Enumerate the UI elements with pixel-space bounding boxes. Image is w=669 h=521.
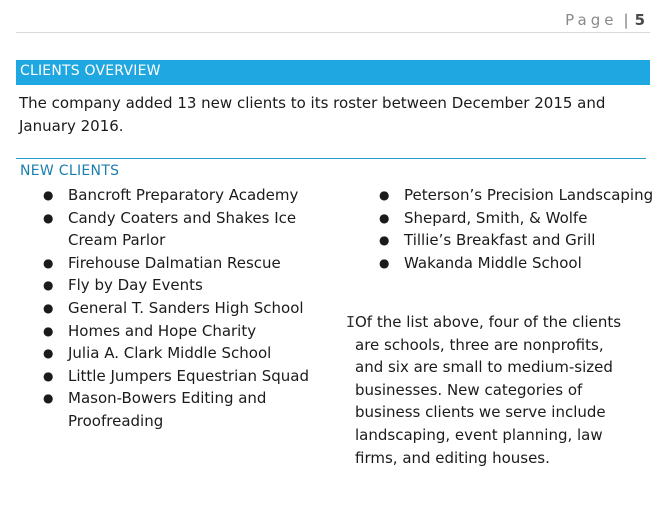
page-label: Page — [565, 11, 618, 29]
client-name: Homes and Hope Charity — [68, 321, 257, 340]
client-name: Candy Coaters and Shakes Ice Cream Parlor — [68, 208, 297, 250]
bullet-icon: ● — [43, 188, 54, 202]
client-name: Little Jumpers Equestrian Squad — [68, 366, 309, 385]
bullet-icon: ● — [43, 391, 54, 406]
bullet-icon: ● — [379, 233, 390, 248]
list-item[interactable] — [374, 252, 654, 275]
list-item[interactable] — [38, 320, 328, 343]
bullet-icon: ● — [43, 368, 54, 383]
list-item[interactable] — [38, 387, 328, 432]
client-list-right — [374, 184, 654, 274]
list-item[interactable] — [38, 365, 328, 388]
header-divider — [16, 32, 650, 33]
bullet-icon: ● — [43, 210, 54, 225]
client-name: Firehouse Dalmatian Rescue — [68, 253, 281, 272]
bullet-icon: ● — [43, 323, 54, 338]
bullet-icon: ● — [43, 346, 54, 361]
bullet-icon: ● — [43, 278, 54, 293]
intro-paragraph[interactable]: The company added 13 new clients to its roster between December 2015 and January 2016. — [19, 94, 606, 135]
client-name: Julia A. Clark Middle School — [68, 344, 272, 363]
text-cursor-icon: I — [346, 313, 356, 331]
list-item[interactable] — [38, 274, 328, 297]
client-name: General T. Sanders High School — [68, 298, 304, 317]
client-name: Mason-Bowers Editing and Proofreading — [68, 389, 267, 430]
list-item[interactable] — [374, 229, 654, 252]
subheading-divider — [16, 158, 646, 159]
client-name: Wakanda Middle School — [404, 253, 582, 272]
bullet-icon: ● — [379, 188, 390, 202]
bullet-icon: ● — [379, 255, 390, 270]
list-item[interactable] — [38, 184, 328, 207]
list-item[interactable] — [374, 184, 654, 207]
list-item[interactable] — [38, 342, 328, 365]
client-list-left — [38, 184, 328, 433]
client-name: Bancroft Preparatory Academy — [68, 186, 299, 204]
list-item[interactable] — [38, 207, 328, 252]
client-name: Tillie’s Breakfast and Grill — [404, 231, 596, 250]
bullet-icon: ● — [379, 210, 390, 225]
bullet-icon: ● — [43, 255, 54, 270]
subheading[interactable]: NEW CLIENTS — [20, 163, 120, 179]
list-item[interactable] — [374, 207, 654, 230]
page-number: 5 — [634, 11, 645, 29]
client-name: Fly by Day Events — [68, 276, 203, 295]
client-name: Peterson’s Precision Landscaping — [404, 186, 654, 204]
client-name: Shepard, Smith, & Wolfe — [404, 208, 588, 227]
section-heading[interactable]: CLIENTS OVERVIEW — [16, 60, 650, 85]
list-item[interactable] — [38, 252, 328, 275]
bullet-icon: ● — [43, 300, 54, 315]
summary-paragraph[interactable]: Of the list above, four of the clients are schools, three are nonprofits, and six are small to medium-sized businesses. New categories of business clients we serve include landscaping, event planning, law firms, and editing houses. — [355, 313, 622, 467]
page-header — [565, 8, 645, 32]
page-separator: | — [623, 11, 629, 29]
list-item[interactable] — [38, 297, 328, 320]
